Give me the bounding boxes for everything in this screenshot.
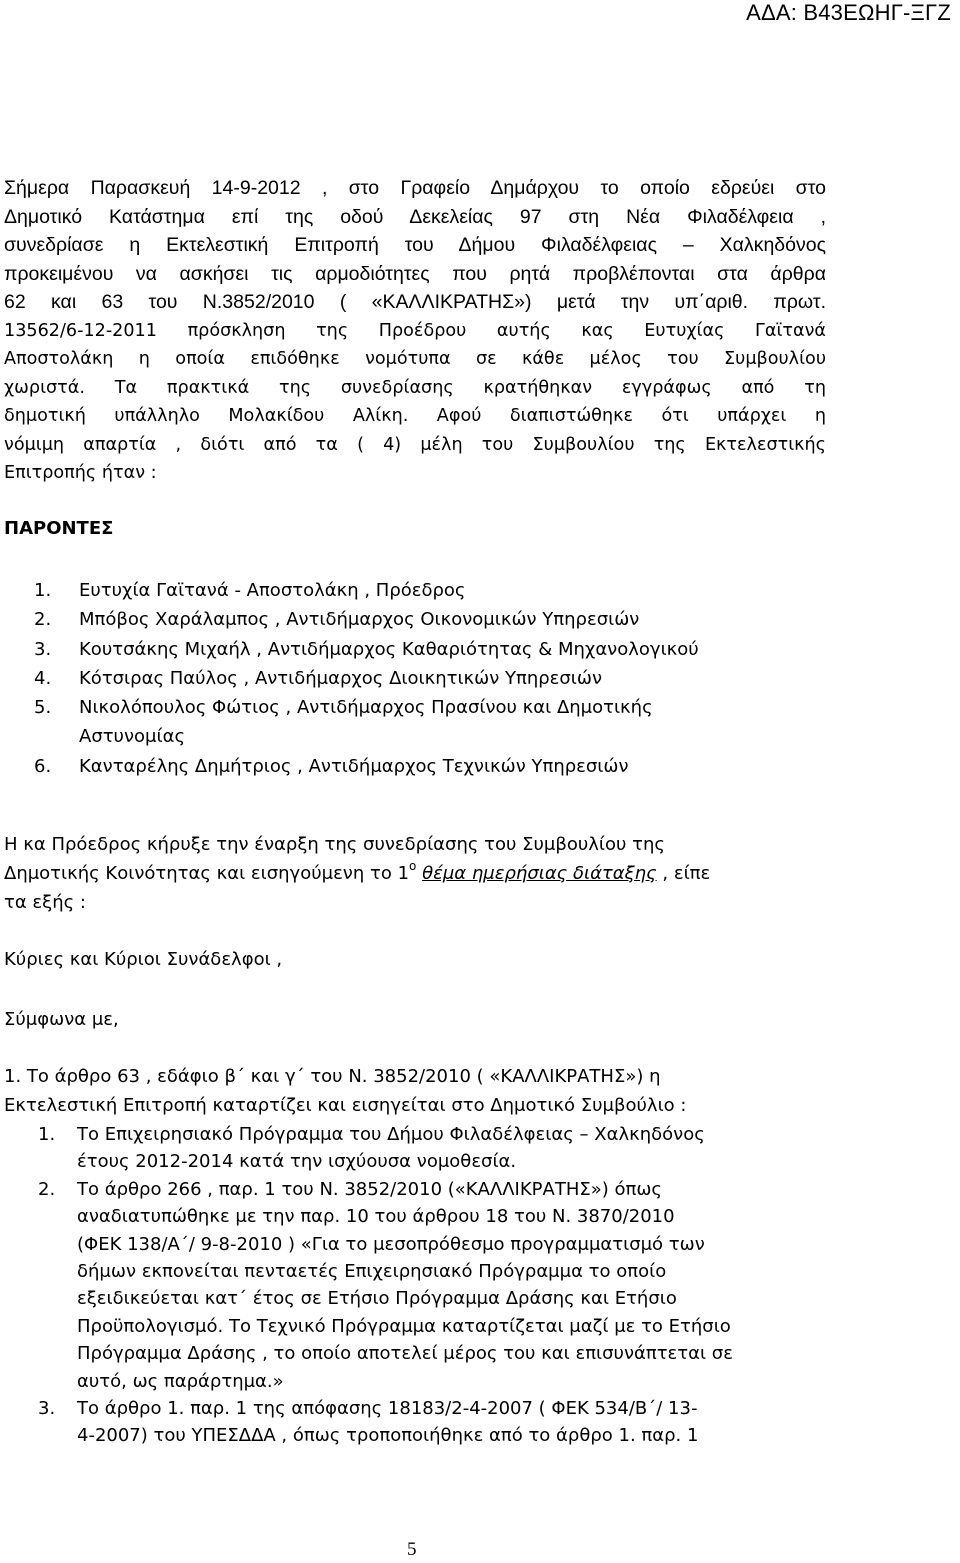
list-number: 3. bbox=[38, 1398, 56, 1420]
attendees-list bbox=[4, 576, 804, 781]
legal-list bbox=[4, 1121, 884, 1450]
legal-line: εξειδικεύεται κατ΄ έτος σε Ετήσιο Πρόγραμμα Δράσης και Ετήσιο bbox=[77, 1288, 677, 1310]
legal-line: (ΦΕΚ 138/Α΄/ 9-8-2010 ) «Για το μεσοπρόθεσμο προγραμματισμό των bbox=[77, 1233, 705, 1255]
greeting: Κύριες και Κύριοι Συνάδελφοι , bbox=[4, 949, 283, 970]
intro-line: χωριστά. Τα πρακτικά της συνεδρίασης κρατήθηκαν εγγράφως από τη bbox=[4, 377, 826, 398]
list-item bbox=[4, 693, 804, 752]
ada-code: ΑΔΑ: Β43ΕΩΗΓ-ΞΓΖ bbox=[746, 0, 951, 25]
intro-line: δημοτική υπάλληλο Μολακίδου Αλίκη. Αφού διαπιστώθηκε ότι υπάρχει η bbox=[4, 406, 826, 426]
intro-line: Αποστολάκη η οποία επιδόθηκε νομότυπα σε κάθε μέλος του Συμβουλίου bbox=[4, 349, 826, 369]
member-text: Κότσιρας Παύλος , Αντιδήμαρχος Διοικητικών Υπηρεσιών bbox=[79, 667, 603, 689]
intro-line: 62 και 63 του Ν.3852/2010 ( «ΚΑΛΛΙΚΡΑΤΗΣ») μετά την υπ΄αριθ. πρωτ. bbox=[4, 291, 826, 313]
page-number: 5 bbox=[407, 1539, 417, 1560]
member-text: Μπόβος Χαράλαμπος , Αντιδήμαρχος Οικονομικών Υπηρεσιών bbox=[79, 609, 640, 631]
article-paragraph bbox=[4, 1062, 844, 1120]
member-text: Κουτσάκης Μιχαήλ , Αντιδήμαρχος Καθαριότητας & Μηχανολογικού bbox=[79, 638, 699, 660]
legal-line: δήμων εκπονείται πενταετές Επιχειρησιακό Πρόγραμμα το οποίο bbox=[77, 1261, 667, 1283]
member-text: Ευτυχία Γαϊτανά - Αποστολάκη , Πρόεδρος bbox=[79, 580, 466, 601]
legal-line: Προϋπολογισμό. Το Τεχνικό Πρόγραμμα καταρτίζεται μαζί με το Ετήσιο bbox=[77, 1315, 731, 1337]
legal-line: 4-2007) του ΥΠΕΣΔΔΑ , όπως τροποποιήθηκε από το άρθρο 1. παρ. 1 bbox=[77, 1425, 699, 1447]
article-line: 1. Το άρθρο 63 , εδάφιο β΄ και γ΄ του Ν. 3852/2010 ( «ΚΑΛΛΙΚΡΑΤΗΣ») η bbox=[4, 1066, 661, 1087]
list-number: 2. bbox=[38, 1178, 56, 1200]
legal-line: Το άρθρο 1. παρ. 1 της απόφασης 18183/2-4-2007 ( ΦΕΚ 534/Β΄/ 13- bbox=[77, 1398, 698, 1420]
list-number: 1. bbox=[38, 1124, 56, 1145]
agenda-item-emphasis: θέμα ημερήσιας διάταξης bbox=[422, 863, 657, 884]
list-number: 1. bbox=[34, 580, 52, 601]
intro-paragraph bbox=[4, 174, 826, 488]
list-number: 4. bbox=[34, 667, 52, 689]
opening-line bbox=[4, 859, 711, 884]
list-item bbox=[4, 1395, 884, 1450]
list-item bbox=[4, 664, 804, 693]
legal-text bbox=[77, 1176, 884, 1395]
list-item bbox=[4, 752, 804, 781]
list-item bbox=[4, 1121, 884, 1176]
legal-line: αυτό, ως παράρτημα.» bbox=[77, 1370, 284, 1392]
legal-line: έτους 2012-2014 κατά την ισχύουσα νομοθεσία. bbox=[77, 1151, 517, 1173]
opening-paragraph bbox=[4, 830, 844, 917]
according-label: Σύμφωνα με, bbox=[4, 1009, 119, 1030]
article-line: Εκτελεστική Επιτροπή καταρτίζει και εισηγείται στο Δημοτικό Συμβούλιο : bbox=[4, 1095, 687, 1116]
list-number: 5. bbox=[34, 697, 52, 719]
legal-line: Πρόγραμμα Δράσης , το οποίο αποτελεί μέρος του και επισυνάπτεται σε bbox=[77, 1343, 733, 1365]
list-number: 6. bbox=[34, 755, 52, 777]
opening-text: , είπε bbox=[662, 863, 711, 884]
legal-line: αναδιατυπώθηκε με την παρ. 10 του άρθρου 18 του Ν. 3870/2010 bbox=[77, 1206, 675, 1228]
member-text bbox=[79, 693, 804, 752]
list-number: 3. bbox=[34, 638, 52, 660]
member-text: Κανταρέλης Δημήτριος , Αντιδήμαρχος Τεχνικών Υπηρεσιών bbox=[79, 755, 629, 777]
intro-line: Δημοτικό Κατάστημα επί της οδού Δεκελείας 97 στη Νέα Φιλαδέλφεια , bbox=[4, 205, 826, 228]
legal-text bbox=[77, 1121, 884, 1176]
intro-line: Επιτροπής ήταν : bbox=[4, 463, 157, 483]
list-item bbox=[4, 1176, 884, 1395]
attendees-heading: ΠΑΡΟΝΤΕΣ bbox=[4, 518, 114, 539]
legal-line: Το άρθρο 266 , παρ. 1 του Ν. 3852/2010 («ΚΑΛΛΙΚΡΑΤΗΣ») όπως bbox=[77, 1178, 662, 1200]
intro-line: Σήμερα Παρασκευή 14-9-2012 , στο Γραφείο Δημάρχου το οποίο εδρεύει στο bbox=[4, 177, 826, 199]
member-text-line: Νικολόπουλος Φώτιος , Αντιδήμαρχος Πρασίνου και Δημοτικής bbox=[79, 697, 653, 719]
legal-line: Το Επιχειρησιακό Πρόγραμμα του Δήμου Φιλαδέλφειας – Χαλκηδόνος bbox=[77, 1124, 705, 1145]
opening-text: Δημοτικής Κοινότητας και εισηγούμενη το 1 bbox=[4, 863, 410, 884]
intro-line: 13562/6-12-2011 πρόσκληση της Προέδρου αυτής κας Ευτυχίας Γαϊτανά bbox=[4, 320, 826, 341]
member-text-line: Αστυνομίας bbox=[79, 726, 186, 748]
superscript: ο bbox=[409, 859, 417, 873]
opening-line: Η κα Πρόεδρος κήρυξε την έναρξη της συνεδρίασης του Συμβουλίου της bbox=[4, 834, 665, 855]
list-number: 2. bbox=[34, 609, 52, 631]
list-item bbox=[4, 576, 804, 605]
list-item bbox=[4, 605, 804, 634]
intro-line: προκειμένου να ασκήσει τις αρμοδιότητες που ρητά προβλέπονται στα άρθρα bbox=[4, 262, 826, 285]
intro-line: νόμιμη απαρτία , διότι από τα ( 4) μέλη του Συμβουλίου της Εκτελεστικής bbox=[4, 434, 826, 455]
list-item bbox=[4, 635, 804, 664]
opening-line: τα εξής : bbox=[4, 892, 86, 913]
legal-text bbox=[77, 1395, 884, 1450]
intro-line: συνεδρίασε η Εκτελεστική Επιτροπή του Δήμου Φιλαδέλφειας – Χαλκηδόνος bbox=[4, 234, 826, 256]
